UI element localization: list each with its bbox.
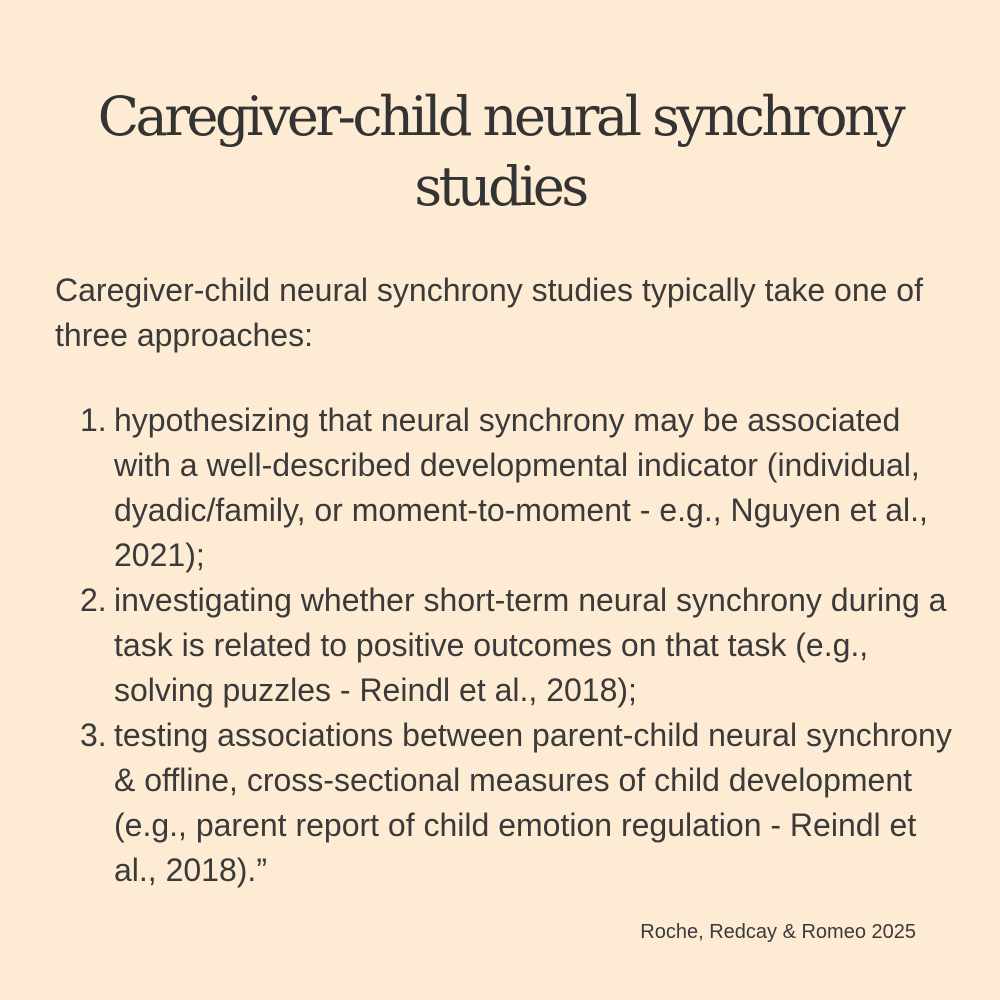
list-item-text: investigating whether short-term neural synchrony during a task is related to positive outcomes on that task (e.g., solving puzzles - Reindl et al., 2018);: [114, 582, 947, 708]
approaches-list: [80, 398, 960, 893]
list-item-number: 2.: [80, 582, 107, 618]
list-item-text: hypothesizing that neural synchrony may be associated with a well-described developmental indicator (individual, dyadic/family, or moment-to-moment - e.g., Nguyen et al., 2021);: [114, 402, 928, 573]
list-item-number: 1.: [80, 402, 107, 438]
list-item: [80, 713, 960, 893]
page-title: Caregiver-child neural synchrony studies: [97, 85, 903, 218]
list-item-number: 3.: [80, 717, 107, 753]
intro-paragraph: Caregiver-child neural synchrony studies typically take one of three approaches:: [55, 272, 923, 353]
citation: Roche, Redcay & Romeo 2025: [640, 921, 916, 943]
list-item: [80, 398, 960, 578]
list-item-text: testing associations between parent-child neural synchrony & offline, cross-sectional measures of child development (e.g., parent report of child emotion regulation - Reindl et al., 2018).”: [114, 717, 952, 888]
list-item: [80, 578, 960, 713]
